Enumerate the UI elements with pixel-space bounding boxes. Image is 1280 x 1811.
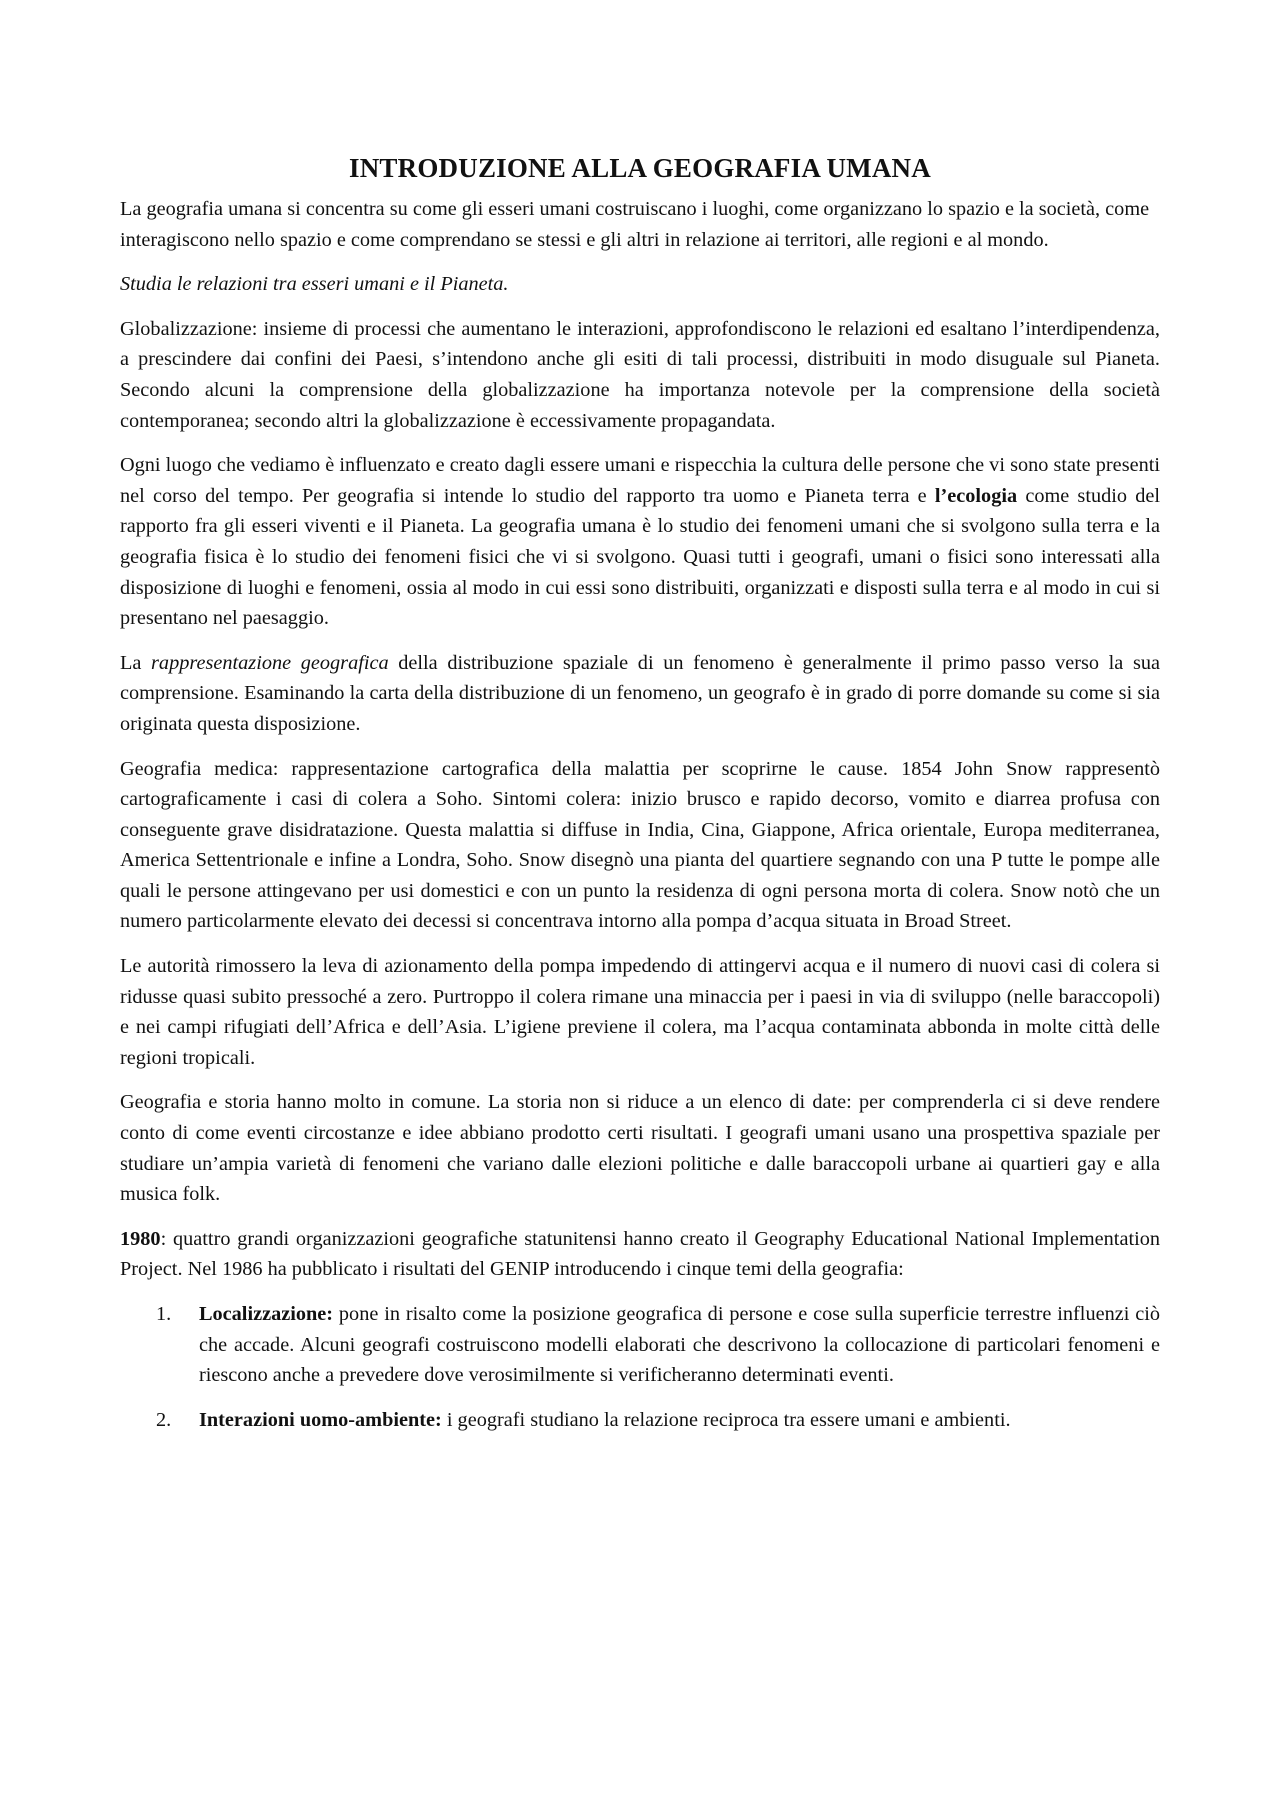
paragraph-authorities: Le autorità rimossero la leva di azionamento della pompa impedendo di attingervi acqua e il numero di nuovi casi di colera si ridusse quasi subito pressoché a zero. Purtroppo il colera rimane una minaccia per i paesi in via di sviluppo (nelle baraccopoli) e nei campi rifugiati dell’Africa e dell’Asia. L’igiene previene il colera, ma l’acqua contaminata abbonda in molte città delle regioni tropicali. [120,955,1160,1069]
paragraph-study-relations [120,269,1160,300]
italic-statement: Studia le relazioni tra esseri umani e il Pianeta. [120,273,509,296]
paragraph-intro: La geografia umana si concentra su come gli esseri umani costruiscano i luoghi, come organizzano lo spazio e la società, come interagiscono nello spazio e come comprendano se stessi e gli altri in relazione ai territori, alle regioni e al mondo. [120,198,1150,251]
paragraph-geography-history: Geografia e storia hanno molto in comune. La storia non si riduce a un elenco di date: per comprenderla ci si deve rendere conto di come eventi circostanze e idee abbiano prodotto certi risultati. I geografi umani usano una prospettiva spaziale per studiare un’ampia varietà di fenomeni che variano dalle elezioni politiche e dalle baraccopoli urbane ai quartieri gay e alla musica folk. [120,1091,1160,1206]
text-span: La [120,651,152,674]
bold-year: 1980 [120,1227,161,1250]
text-span: : quattro grandi organizzazioni geografiche statunitensi hanno creato il Geography Educational National Implementation Project. Nel 1986 ha pubblicato i risultati del GENIP introducendo i cinque temi della geografia: [120,1227,1160,1281]
list-item [120,1405,1160,1436]
document-title: INTRODUZIONE ALLA GEOGRAFIA UMANA [349,153,931,183]
list-number: 2. [156,1408,172,1431]
paragraph-globalization: Globalizzazione: insieme di processi che aumentano le interazioni, approfondiscono le relazioni ed esaltano l’interdipendenza, a prescindere dai confini dei Paesi, s’intendono anche gli esiti di tali processi, distribuiti in modo disuguale sul Pianeta. Secondo alcuni la comprensione della globalizzazione ha importanza notevole per la comprensione della società contemporanea; secondo altri la globalizzazione è eccessivamente propagandata. [120,317,1160,432]
list-term: Interazioni uomo-ambiente: [199,1408,442,1431]
paragraph-medical-geography: Geografia medica: rappresentazione cartografica della malattia per scoprirne le cause. 1854 John Snow rappresentò cartograficamente i casi di colera a Soho. Sintomi colera: inizio brusco e rapido decorso, vomito e diarrea profusa con conseguente grave disidratazione. Questa malattia si diffuse in India, Cina, Giappone, Africa orientale, Europa mediterranea, America Settentrionale e infine a Londra, Soho. Snow disegnò una pianta del quartiere segnando con una P tutte le pompe alle quali le persone attingevano per usi domestici e con un punto la residenza di ogni persona morta di colera. Snow notò che un numero particolarmente elevato dei decessi si concentrava intorno alla pompa d’acqua situata in Broad Street. [120,757,1160,933]
list-item [120,1299,1160,1391]
document-page [120,150,1160,1449]
text-span: della distribuzione spaziale di un fenomeno è generalmente il primo passo verso la sua comprensione. Esaminando la carta della distribuzione di un fenomeno, un geografo è in grado di porre domande su come si sia originata questa disposizione. [120,651,1160,735]
themes-list [120,1299,1160,1435]
list-text: pone in risalto come la posizione geografica di persone e cose sulla superficie terrestre influenzi ciò che accade. Alcuni geografi costruiscono modelli elaborati che descrivono la collocazione di particolari fenomeni e riescono anche a prevedere dove verosimilmente si verificheranno determinati eventi. [199,1303,1160,1387]
list-term: Localizzazione: [199,1303,334,1325]
paragraph-places [120,450,1160,634]
list-number: 1. [156,1303,172,1325]
text-span: come studio del rapporto fra gli esseri viventi e il Pianeta. La geografia umana è lo studio dei fenomeni umani che si svolgono sulla terra e la geografia fisica è lo studio dei fenomeni fisici che vi si svolgono. Quasi tutti i geografi, umani o fisici sono interessati alla disposizione di luoghi e fenomeni, ossia al modo in cui essi sono distribuiti, organizzati e disposti sulla terra e al modo in cui si presentano nel paesaggio. [120,484,1160,630]
italic-term-representation: rappresentazione geografica [151,651,389,674]
paragraph-representation [120,648,1160,740]
list-text: i geografi studiano la relazione reciproca tra essere umani e ambienti. [441,1408,1011,1431]
paragraph-genip [120,1224,1160,1285]
bold-term-ecologia: l’ecologia [934,484,1018,507]
text-span: Ogni luogo che vediamo è influenzato e creato dagli essere umani e rispecchia la cultura delle persone che vi sono state presenti nel corso del tempo. Per geografia si intende lo studio del rapporto tra uomo e Pianeta terra e [120,454,1160,507]
